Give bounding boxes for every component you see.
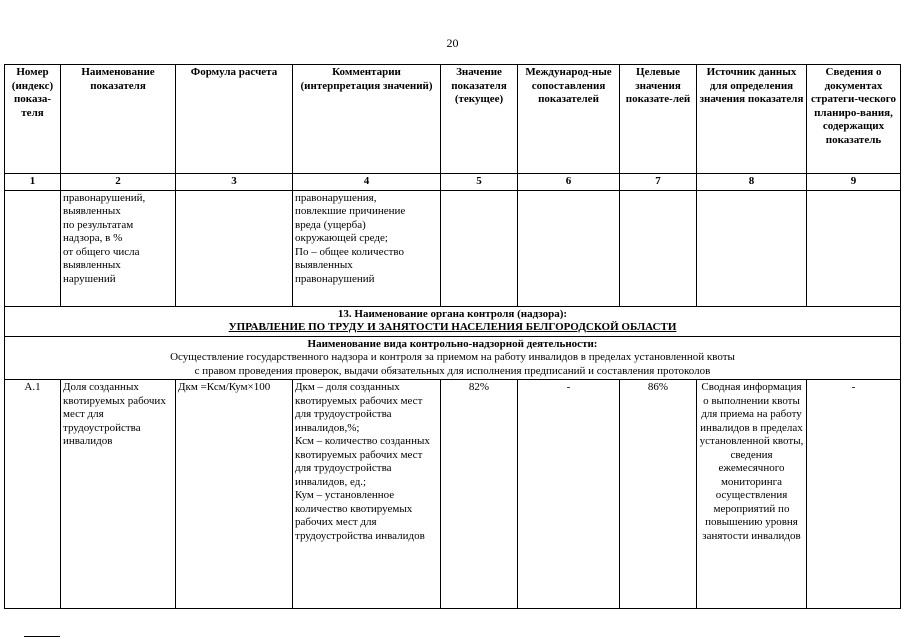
continuation-index-cell	[5, 190, 61, 306]
column-number: 1	[5, 174, 61, 191]
header-cell: Номер (индекс) показа-теля	[5, 65, 61, 174]
text-line: правонарушений	[295, 272, 375, 285]
column-number: 2	[61, 174, 176, 191]
text-line: от общего числа	[63, 245, 140, 258]
indicator-international: -	[518, 380, 620, 609]
section-agency: УПРАВЛЕНИЕ ПО ТРУДУ И ЗАНЯТОСТИ НАСЕЛЕНИЯ БЕЛГОРОДСКОЙ ОБЛАСТИ	[228, 321, 677, 333]
indicator-index: А.1	[5, 380, 61, 609]
header-cell: Целевые значения показате-лей	[620, 65, 697, 174]
column-number: 6	[518, 174, 620, 191]
text-line: окружающей среде;	[295, 232, 388, 244]
empty-cell	[441, 190, 518, 306]
column-number: 4	[293, 174, 441, 191]
column-number: 7	[620, 174, 697, 191]
text-line: выявленных	[63, 205, 121, 217]
text-line: по результатам	[63, 218, 134, 231]
page-number: 20	[446, 36, 459, 50]
header-cell: Значение показателя (текущее)	[441, 65, 518, 174]
text-line: правонарушений,	[63, 191, 146, 204]
header-cell: Наименование показателя	[61, 65, 176, 174]
empty-cell	[518, 190, 620, 306]
subsection-text: Осуществление государственного надзора и контроля за приемом на работу инвалидов в пределах установленной квоты	[170, 351, 735, 363]
indicator-source: Сводная информация о выполнении квоты для приема на работу инвалидов в пределах установленной квоты, сведения ежемесячного мониторинга осуществления мероприятий по повышению уровня занятости инвалидов	[697, 380, 807, 609]
indicator-value: 82%	[441, 380, 518, 609]
header-cell: Сведения о документах стратеги-ческого планиро-вания, содержащих показатель	[807, 65, 901, 174]
column-number: 9	[807, 174, 901, 191]
subsection-row	[5, 336, 901, 380]
section-heading	[5, 306, 901, 336]
text-line: повлекшие причинение	[295, 205, 406, 217]
column-number: 5	[441, 174, 518, 191]
indicator-strategic-docs: -	[807, 380, 901, 609]
continuation-comment-cell	[293, 190, 441, 306]
section-row	[5, 306, 901, 336]
text-line: надзора, в %	[63, 232, 123, 244]
header-cell: Комментарии (интерпретация значений)	[293, 65, 441, 174]
column-number: 8	[697, 174, 807, 191]
subsection-title: Наименование вида контрольно-надзорной деятельности:	[307, 337, 598, 350]
indicator-target: 86%	[620, 380, 697, 609]
section-title: 13. Наименование органа контроля (надзора):	[337, 307, 568, 320]
empty-cell	[807, 190, 901, 306]
continuation-formula-cell	[176, 190, 293, 306]
subsection-heading	[5, 336, 901, 380]
text-line: выявленных	[295, 259, 353, 271]
text-line: По – общее количество	[295, 245, 405, 258]
indicators-table	[4, 64, 901, 609]
indicator-comment	[293, 380, 441, 609]
column-numbers-row	[5, 174, 901, 191]
comment-item: Дкм – доля созданных квотируемых рабочих мест для трудоустройства инвалидов,%;	[295, 381, 423, 434]
continuation-row	[5, 190, 901, 306]
continuation-name-cell	[61, 190, 176, 306]
empty-cell	[620, 190, 697, 306]
header-cell: Источник данных для определения значения показателя	[697, 65, 807, 174]
indicator-formula: Дкм =Ксм/Кум×100	[176, 380, 293, 609]
text-line: нарушений	[63, 272, 116, 285]
comment-item: Ксм – количество созданных квотируемых рабочих мест для трудоустройства инвалидов, ед.;	[295, 435, 430, 488]
header-cell: Международ-ные сопоставления показателей	[518, 65, 620, 174]
text-line: вреда (ущерба)	[295, 218, 366, 231]
subsection-text: с правом проведения проверок, выдачи обязательных для исполнения предписаний и составления протоколов	[194, 364, 711, 377]
text-line: правонарушения,	[295, 191, 377, 204]
footer-rule	[24, 636, 60, 637]
comment-item: Кум – установленное количество квотируемых рабочих мест для трудоустройства инвалидов	[295, 489, 425, 542]
text-line: выявленных	[63, 259, 121, 271]
column-number: 3	[176, 174, 293, 191]
table-row	[5, 380, 901, 609]
header-cell: Формула расчета	[176, 65, 293, 174]
header-row	[5, 65, 901, 174]
empty-cell	[697, 190, 807, 306]
indicator-name: Доля созданных квотируемых рабочих мест для трудоустройства инвалидов	[61, 380, 176, 609]
